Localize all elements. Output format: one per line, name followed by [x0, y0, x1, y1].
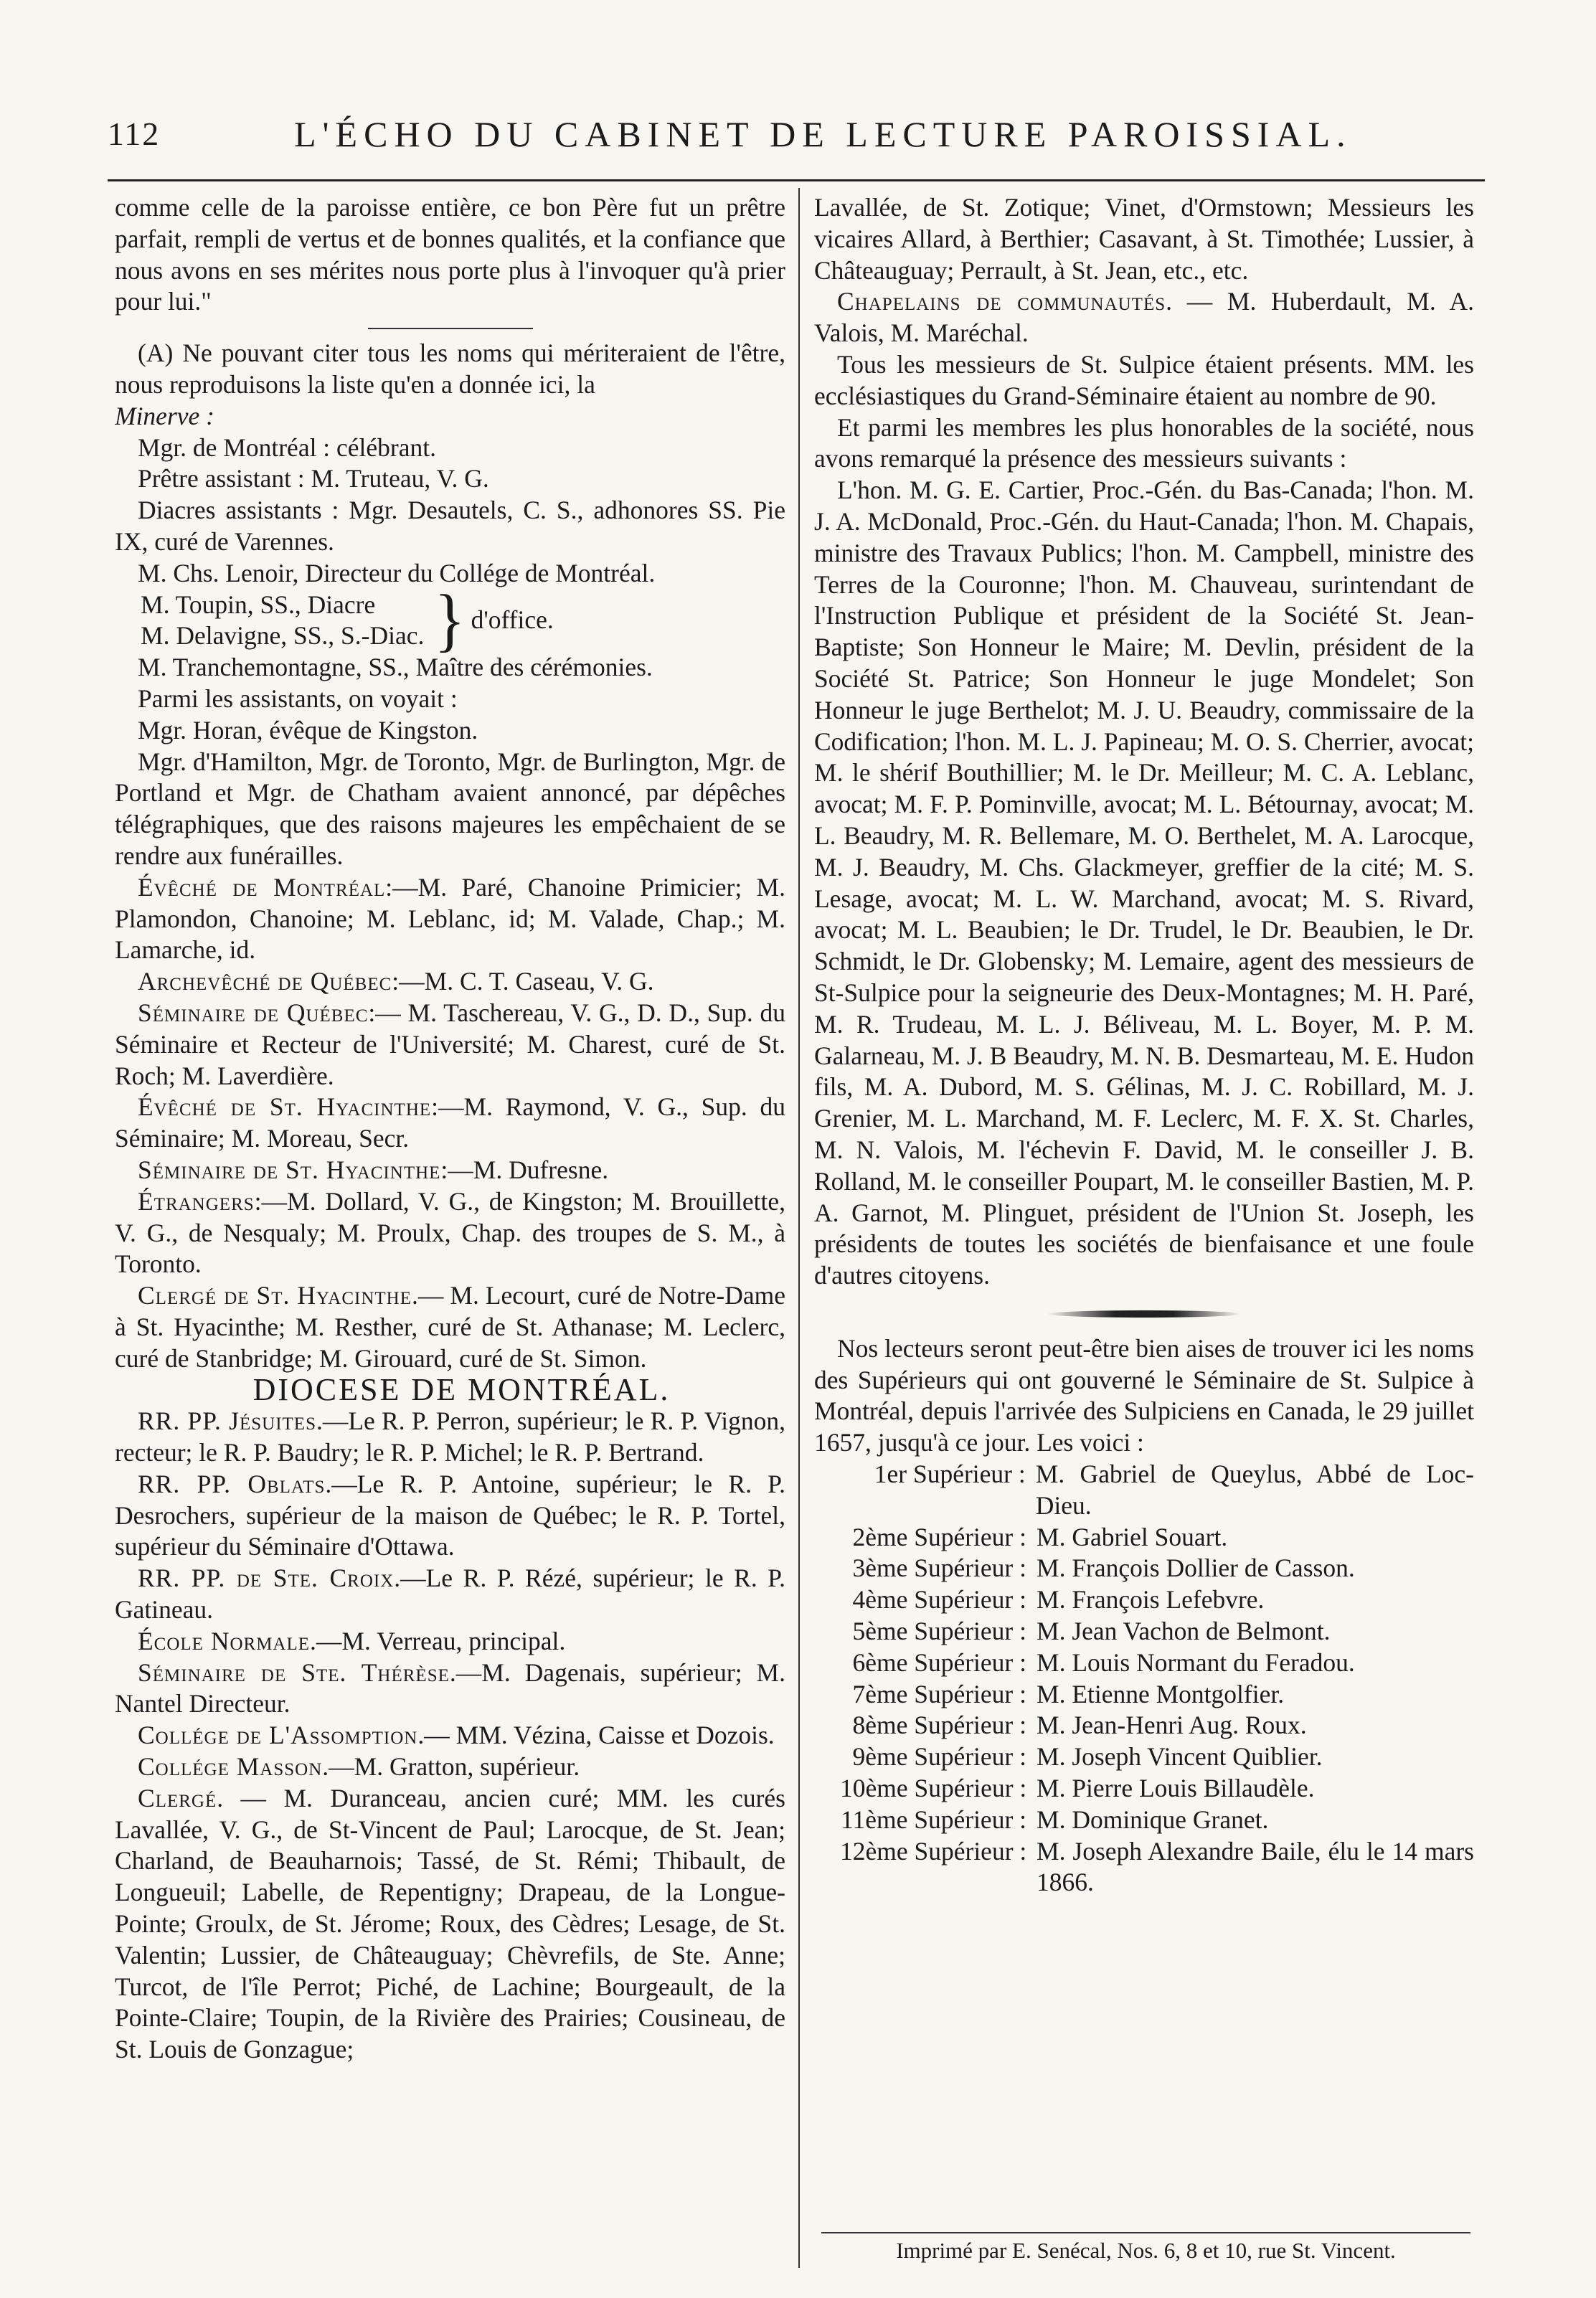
entry-label: Séminaire de Ste. Thérèse [138, 1658, 450, 1687]
left-column [115, 192, 785, 2258]
superieur-name: M. Pierre Louis Billaudèle. [1037, 1774, 1315, 1803]
entry-text: .—Le R. P. Perron, supérieur; le R. P. Vignon, recteur; le R. P. Baudry; le R. P. Michel; le R. P. Bertrand. [115, 1406, 785, 1467]
honorables-list: L'hon. M. G. E. Cartier, Proc.-Gén. du Bas-Canada; l'hon. M. J. A. McDonald, Proc.-Gén. du Haut-Canada; l'hon. M. Chapais, ministre des Travaux Publics; l'hon. M. Campbell, ministre des Terres de la Couronne; l'hon. M. Chauveau, surintendant de l'Instruction Publique et président de la Société St. Jean-Baptiste; Son Honneur le Maire; M. Devlin, président de la Société St. Patrice; Son Honneur le juge Mondelet; Son Honneur le juge Berthelot; M. J. U. Beaudry, commissaire de la Codification; l'hon. M. L. J. Papineau; M. O. S. Cherrier, avocat; M. le shérif Bouthillier; M. le Dr. Meilleur; M. C. A. Leblanc, avocat; M. F. P. Pominville, avocat; M. L. Bétournay, avocat; M. L. Beaudry, M. R. Bellemare, M. O. Berthelet, M. A. Larocque, M. J. Beaudry, M. Chs. Glackmeyer, greffier de la cité; M. S. Lesage, avocat; M. L. W. Marchand, avocat; M. S. Rivard, avocat; M. L. Beaubien; le Dr. Trudel, le Dr. Beaubien, le Dr. Schmidt, le Dr. Globensky; M. Lemaire, agent des messieurs de St-Sulpice pour la seigneurie des Deux-Montagnes; M. H. Paré, M. R. Trudeau, M. L. J. Béliveau, M. L. Boyer, M. P. M. Galarneau, M. J. B Beaudry, M. N. B. Desmarteau, M. E. Hudon fils, M. A. Dubord, M. S. Gélinas, M. J. C. Robillard, M. J. Grenier, M. L. Marchand, M. F. Leclerc, M. F. X. St. Charles, M. N. Valois, M. l'échevin F. David, M. le conseiller J. B. Rolland, M. le conseiller Poupart, M. le conseiller Bastien, M. P. A. Garnot, M. Plinguet, président de l'Union St. Joseph, les présidents de toutes les sociétés de bienfaisance et une foule d'autres citoyens. [814, 476, 1474, 1290]
celebrant-line: Mgr. de Montréal : célébrant. [138, 432, 436, 462]
superieurs-intro: Nos lecteurs seront peut-être bien aises de trouver ici les noms des Supérieurs qui ont gouverné le Séminaire de St. Sulpice à Montréal, depuis l'arrivée des Sulpiciens en Canada, le 29 juillet 1657, jusqu'à ce jour. Les voici : [814, 1333, 1474, 1457]
superieur-ordinal: 2ème Supérieur : [852, 1522, 1026, 1551]
entry-text: :— M. Taschereau, V. G., D. D., Sup. du Séminaire et Recteur de l'Université; M. Charest, curé de St. Roch; M. Laverdière. [115, 998, 785, 1090]
honorables-intro: Et parmi les membres les plus honorables de la société, nous avons remarqué la présence des messieurs suivants : [814, 412, 1474, 473]
eveche-montreal-entry [115, 872, 785, 966]
minerve-title: Minerve : [115, 401, 214, 430]
etrangers-entry [115, 1186, 785, 1280]
entry-text: .—M. Dagenais, supérieur; M. Nantel Directeur. [115, 1658, 785, 1718]
minerve-reference [115, 401, 785, 432]
entry-text: .—Le R. P. Antoine, supérieur; le R. P. Desrochers, supérieur de la maison de Québec; le R. P. Tortel, supérieur du Séminaire d'Ottawa. [115, 1469, 785, 1561]
sulpice-present-paragraph: Tous les messieurs de St. Sulpice étaient présents. MM. les ecclésiastiques du Grand-Séminaire étaient au nombre de 90. [814, 349, 1474, 410]
superieur-ordinal: 8ème Supérieur : [852, 1711, 1026, 1740]
list-item [814, 1773, 1474, 1805]
superieur-ordinal: 7ème Supérieur : [852, 1679, 1026, 1708]
college-assomption-entry [115, 1720, 785, 1751]
list-item [814, 1805, 1474, 1836]
superieur-name: M. François Lefebvre. [1037, 1585, 1265, 1614]
clerge-sth-entry [115, 1280, 785, 1374]
page-number: 112 [108, 115, 161, 152]
list-item [814, 1584, 1474, 1616]
list-item [814, 1522, 1474, 1554]
entry-label: Évêché de Montréal [138, 872, 386, 902]
diocese-heading: DIOCESE DE MONTRÉAL. [252, 1372, 671, 1408]
superieurs-list [814, 1459, 1474, 1899]
parmi-assistants-line: Parmi les assistants, on voyait : [138, 684, 458, 713]
brace-icon: } [434, 581, 466, 660]
entry-text: .— M. Lecourt, curé de Notre-Dame à St. Hyacinthe; M. Resther, curé de St. Athanase; M. Leclerc, curé de Stanbridge; M. Girouard, curé de St. Simon. [115, 1281, 785, 1373]
entry-text: .—M. Verreau, principal. [310, 1626, 566, 1655]
list-item [814, 1836, 1474, 1899]
entry-text: :—M. C. T. Caseau, V. G. [392, 967, 654, 996]
entry-label: Évêché de St. Hyacinthe [138, 1092, 432, 1122]
entry-label: RR. PP. Jésuites [138, 1406, 316, 1436]
entry-text: :—M. Dufresne. [440, 1155, 609, 1184]
superieur-ordinal: 1er Supérieur : [874, 1460, 1026, 1489]
entry-label: Étrangers [138, 1186, 255, 1216]
superieur-name: M. Etienne Montgolfier. [1037, 1679, 1285, 1708]
diacres-line: Diacres assistants : Mgr. Desautels, C. S., adhonores SS. Pie IX, curé de Varennes. [115, 496, 785, 556]
list-item [814, 1553, 1474, 1584]
entry-label: Archevêché de Québec [138, 967, 392, 996]
jesuites-entry [115, 1406, 785, 1469]
archeveche-quebec-entry [115, 966, 785, 998]
superieur-name: M. Joseph Vincent Quiblier. [1037, 1742, 1323, 1772]
superieur-ordinal: 4ème Supérieur : [852, 1585, 1026, 1614]
superieur-ordinal: 6ème Supérieur : [852, 1647, 1026, 1677]
column-divider [798, 188, 800, 2268]
section-rule [368, 328, 533, 329]
entry-label: Collége Masson [138, 1752, 323, 1782]
entry-text: . — M. Duranceau, ancien curé; MM. les curés Lavallée, V. G., de St-Vincent de Paul; Larocque, de St. Jean; Charland, de Beauharnois; Tassé, de St. Rémi; Thibault, de Longueuil; Labelle, de Repentigny; Drapeau, de la Longue-Pointe; Groulx, de St. Jérome; Roux, des Cèdres; Lesage, de St. Valentin; Lussier, de Châteauguay; Chèvrefils, de Ste. Anne; Turcot, de l'île Perrot; Piché, de Lachine; Bourgeault, de la Pointe-Claire; Toupin, de la Rivière des Prairies; Cousineau, de St. Louis de Gonzague; [115, 1783, 785, 2064]
tranchemontagne-line: M. Tranchemontagne, SS., Maître des cérémonies. [138, 653, 653, 682]
horan-line: Mgr. Horan, évêque de Kingston. [138, 715, 478, 744]
superieur-ordinal: 10ème Supérieur : [840, 1774, 1027, 1803]
entry-text: :—M. Raymond, V. G., Sup. du Séminaire; M. Moreau, Secr. [115, 1092, 785, 1153]
seminaire-ste-therese-entry [115, 1658, 785, 1721]
office-label: d'office. [471, 605, 554, 635]
page-header [108, 108, 1485, 172]
entry-text: :—M. Paré, Chanoine Primicier; M. Plamondon, Chanoine; M. Leblanc, id; M. Valade, Chap.; M. Lamarche, id. [115, 872, 785, 965]
entry-label: Collége de L'Assomption [138, 1721, 418, 1750]
superieur-name: M. Louis Normant du Feradou. [1037, 1647, 1355, 1677]
list-item [814, 1459, 1474, 1522]
opening-paragraph: comme celle de la paroisse entière, ce bon Père fut un prêtre parfait, rempli de vertus et de bonnes qualités, et la confiance que nous avons en ses mérites nous porte plus à l'invoquer qu'à prier pour lui." [115, 193, 785, 316]
ste-croix-entry [115, 1563, 785, 1626]
entry-text: . — M. Huberdault, M. A. Valois, M. Maréchal. [814, 287, 1474, 348]
entry-label: RR. PP. Oblats [138, 1469, 326, 1498]
seminaire-sth-entry [115, 1155, 785, 1186]
list-item [814, 1679, 1474, 1711]
superieur-name: M. Gabriel Souart. [1037, 1522, 1228, 1551]
office-block [141, 581, 785, 660]
decorative-rule [1047, 1310, 1241, 1318]
superieur-ordinal: 3ème Supérieur : [852, 1554, 1026, 1583]
lenoir-line: M. Chs. Lenoir, Directeur du Collége de Montréal. [138, 558, 656, 587]
office-name-2: M. Delavigne, SS., S.-Diac. [141, 621, 425, 651]
entry-label: Clergé [138, 1783, 217, 1812]
list-item [814, 1616, 1474, 1647]
entry-label: Séminaire de St. Hyacinthe [138, 1155, 441, 1184]
superieur-name: M. Joseph Alexandre Baile, élu le 14 mars 1866. [1037, 1836, 1474, 1897]
ecole-normale-entry [115, 1626, 785, 1658]
entry-text: .—M. Gratton, supérieur. [322, 1752, 580, 1782]
note-a: (A) Ne pouvant citer tous les noms qui mériteraient de l'être, nous reproduisons la liste qu'en a donnée ici, la [115, 339, 785, 399]
seminaire-quebec-entry [115, 998, 785, 1092]
right-column [814, 192, 1474, 2258]
eveche-sth-entry [115, 1092, 785, 1155]
oblats-entry [115, 1469, 785, 1563]
pretre-assistant-line: Prêtre assistant : M. Truteau, V. G. [138, 464, 489, 493]
running-title: L'ÉCHO DU CABINET DE LECTURE PAROISSIAL. [294, 114, 1352, 154]
office-name-1: M. Toupin, SS., Diacre [141, 590, 376, 619]
continuation-paragraph: Lavallée, de St. Zotique; Vinet, d'Ormstown; Messieurs les vicaires Allard, à Berthier; Casavant, à St. Timothée; Lussier, à Châteauguay; Perrault, à St. Jean, etc., etc. [814, 193, 1474, 285]
imprint-line: Imprimé par E. Senécal, Nos. 6, 8 et 10, rue St. Vincent. [821, 2232, 1470, 2264]
hamilton-paragraph: Mgr. d'Hamilton, Mgr. de Toronto, Mgr. de Burlington, Mgr. de Portland et Mgr. de Chatham avaient annoncé, par dépêches télégraphiques, que des raisons majeures les empêchaient de se rendre aux funérailles. [115, 747, 785, 870]
superieur-name: M. Jean Vachon de Belmont. [1037, 1617, 1331, 1646]
superieur-name: M. Dominique Granet. [1037, 1805, 1269, 1834]
entry-label: École Normale [138, 1626, 311, 1655]
chapelains-entry [814, 286, 1474, 349]
superieur-name: M. Jean-Henri Aug. Roux. [1037, 1711, 1307, 1740]
entry-label: Séminaire de Québec [138, 998, 369, 1027]
header-rule [108, 179, 1485, 181]
entry-label: Clergé de St. Hyacinthe [138, 1281, 412, 1310]
superieur-ordinal: 11ème Supérieur : [841, 1805, 1026, 1834]
superieur-ordinal: 9ème Supérieur : [852, 1742, 1026, 1772]
superieur-name: M. Gabriel de Queylus, Abbé de Loc-Dieu. [1035, 1460, 1474, 1520]
entry-label: RR. PP. de Ste. Croix [138, 1564, 395, 1593]
superieur-name: M. François Dollier de Casson. [1037, 1554, 1355, 1583]
list-item [814, 1710, 1474, 1741]
clerge-entry [115, 1783, 785, 2066]
entry-text: .— MM. Vézina, Caisse et Dozois. [417, 1721, 775, 1750]
list-item [814, 1647, 1474, 1679]
entry-label: Chapelains de communautés [837, 287, 1166, 316]
list-item [814, 1741, 1474, 1773]
office-names [141, 590, 424, 653]
entry-text: .—Le R. P. Rézé, supérieur; le R. P. Gatineau. [115, 1564, 785, 1625]
superieur-ordinal: 12ème Supérieur : [840, 1836, 1027, 1866]
superieur-ordinal: 5ème Supérieur : [852, 1617, 1026, 1646]
college-masson-entry [115, 1751, 785, 1783]
entry-text: :—M. Dollard, V. G., de Kingston; M. Brouillette, V. G., de Nesqualy; M. Proulx, Chap. des troupes de S. M., à Toronto. [115, 1186, 785, 1279]
